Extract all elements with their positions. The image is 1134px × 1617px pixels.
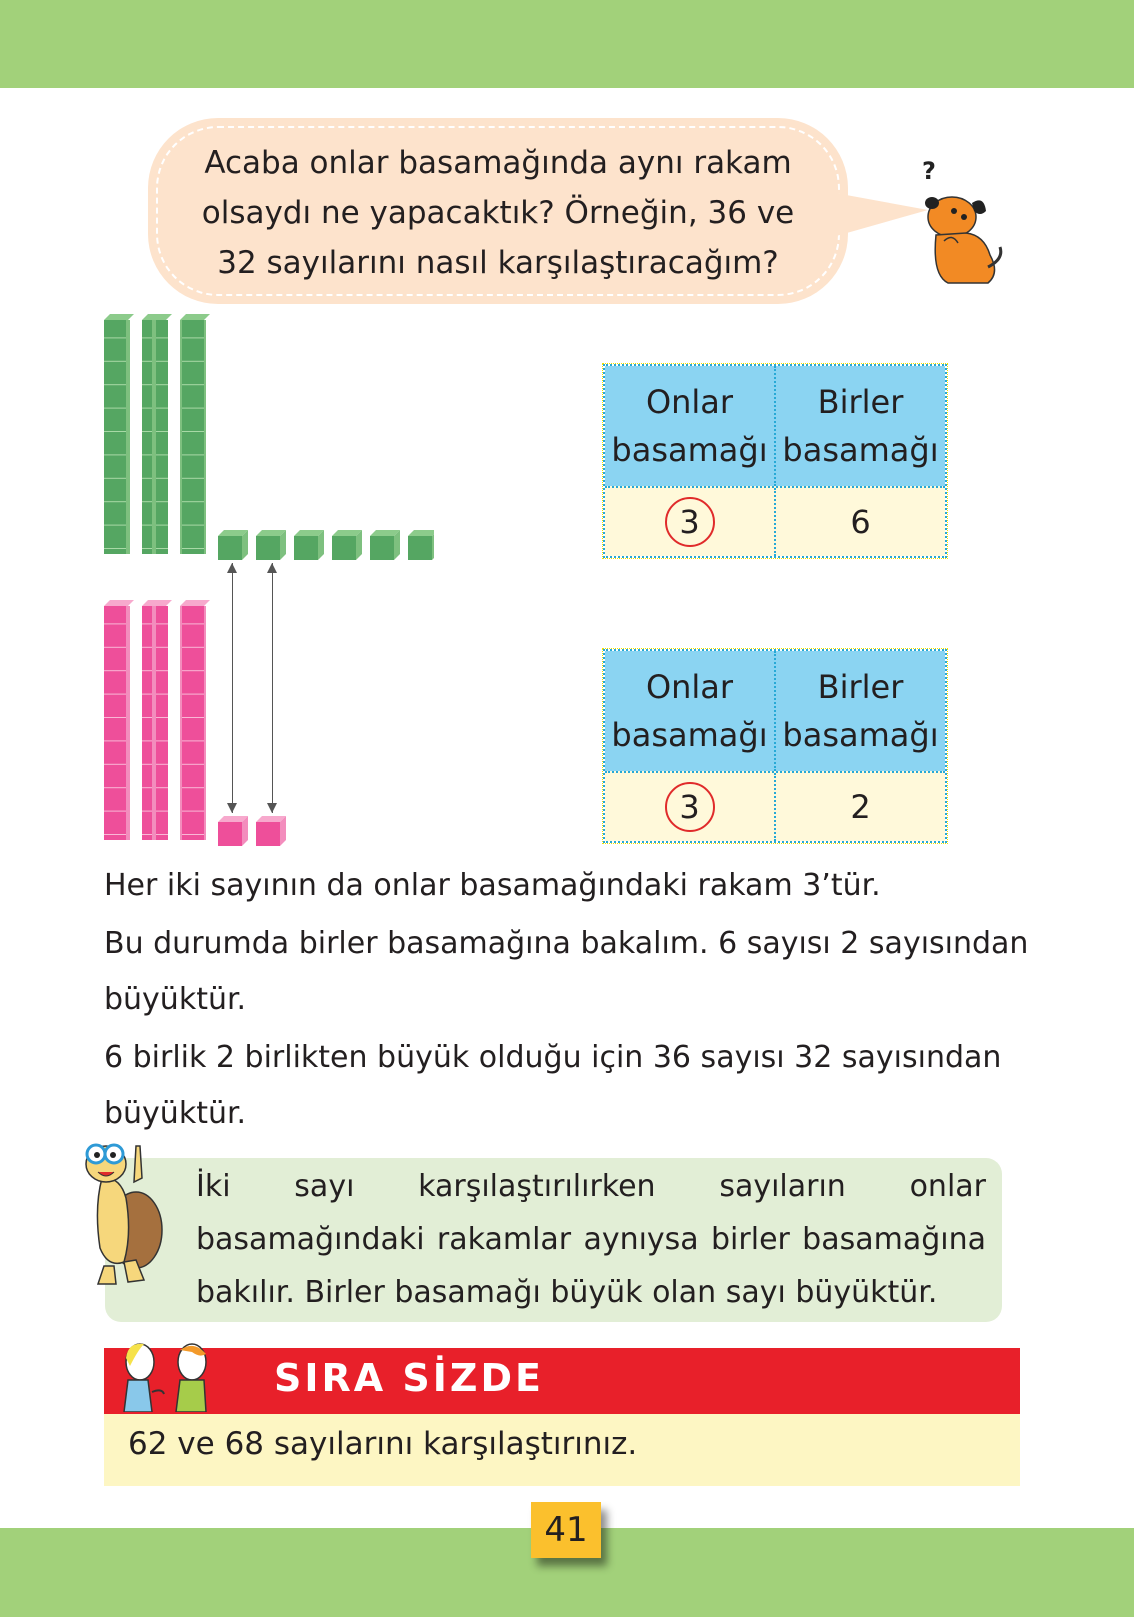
table-header-row xyxy=(605,366,945,486)
sira-sizde-title: SIRA SİZDE xyxy=(274,1356,544,1400)
table-value-row xyxy=(605,486,945,556)
header-line: basamağı xyxy=(782,716,939,754)
header-ones xyxy=(774,366,945,486)
header-line: Birler xyxy=(817,668,904,706)
header-line: Birler xyxy=(817,383,904,421)
header-tens xyxy=(605,366,774,486)
sira-sizde-header xyxy=(104,1348,1020,1414)
header-tens xyxy=(605,651,774,771)
header-line: Onlar xyxy=(645,383,734,421)
value-tens xyxy=(605,488,774,556)
thinking-dog-icon xyxy=(918,155,1008,290)
digit: 6 xyxy=(850,503,871,541)
green-unit-cubes xyxy=(218,530,434,560)
speech-bubble-text xyxy=(148,138,848,288)
page-number: 41 xyxy=(531,1502,601,1558)
green-tens-rods-icon xyxy=(104,314,434,560)
value-ones xyxy=(774,773,945,841)
question-mark-icon: ? xyxy=(922,157,936,185)
speech-bubble xyxy=(148,118,928,304)
speech-line: 32 sayılarını nasıl karşılaştıracağım? xyxy=(217,245,779,281)
sira-sizde-body xyxy=(104,1414,1020,1486)
sira-sizde-task: 62 ve 68 sayılarını karşılaştırınız. xyxy=(128,1426,638,1462)
header-line: basamağı xyxy=(611,431,768,469)
place-value-table-32 xyxy=(603,649,947,843)
paragraph-line: 6 birlik 2 birlikten büyük olduğu için 36 sayısı 32 sayısından xyxy=(104,1040,1002,1075)
table-value-row xyxy=(605,771,945,841)
header-ones xyxy=(774,651,945,771)
table-header-row xyxy=(605,651,945,771)
paragraph-line: büyüktür. xyxy=(104,1096,247,1131)
paragraph-line: Her iki sayının da onlar basamağındaki rakam 3’tür. xyxy=(104,868,881,903)
paragraph-line: Bu durumda birler basamağına bakalım. 6 sayısı 2 sayısından xyxy=(104,926,1029,961)
header-line: basamağı xyxy=(782,431,939,469)
value-tens xyxy=(605,773,774,841)
value-ones xyxy=(774,488,945,556)
rule-text: İki sayı karşılaştırılırken sayıların onlar basamağındaki rakamlar aynıysa birler basamağına bakılır. Birler basamağı büyük olan sayı büyüktür. xyxy=(196,1169,986,1310)
digit: 2 xyxy=(850,788,871,826)
speech-line: olsaydı ne yapacaktık? Örneğin, 36 ve xyxy=(201,195,795,231)
header-line: basamağı xyxy=(611,716,768,754)
speech-line: Acaba onlar basamağında aynı rakam xyxy=(204,145,792,181)
header-line: Onlar xyxy=(645,668,734,706)
turtle-teacher-icon xyxy=(80,1138,164,1288)
paragraph-line: büyüktür. xyxy=(104,982,247,1017)
top-color-band xyxy=(0,0,1134,88)
pink-tens-rods-icon xyxy=(104,600,294,846)
place-value-table-36 xyxy=(603,364,947,558)
two-kids-icon xyxy=(118,1340,238,1412)
base-ten-blocks-32 xyxy=(104,600,294,846)
circled-digit: 3 xyxy=(665,782,715,832)
pink-unit-cubes xyxy=(218,816,286,846)
circled-digit: 3 xyxy=(665,497,715,547)
base-ten-blocks-36 xyxy=(104,314,434,560)
